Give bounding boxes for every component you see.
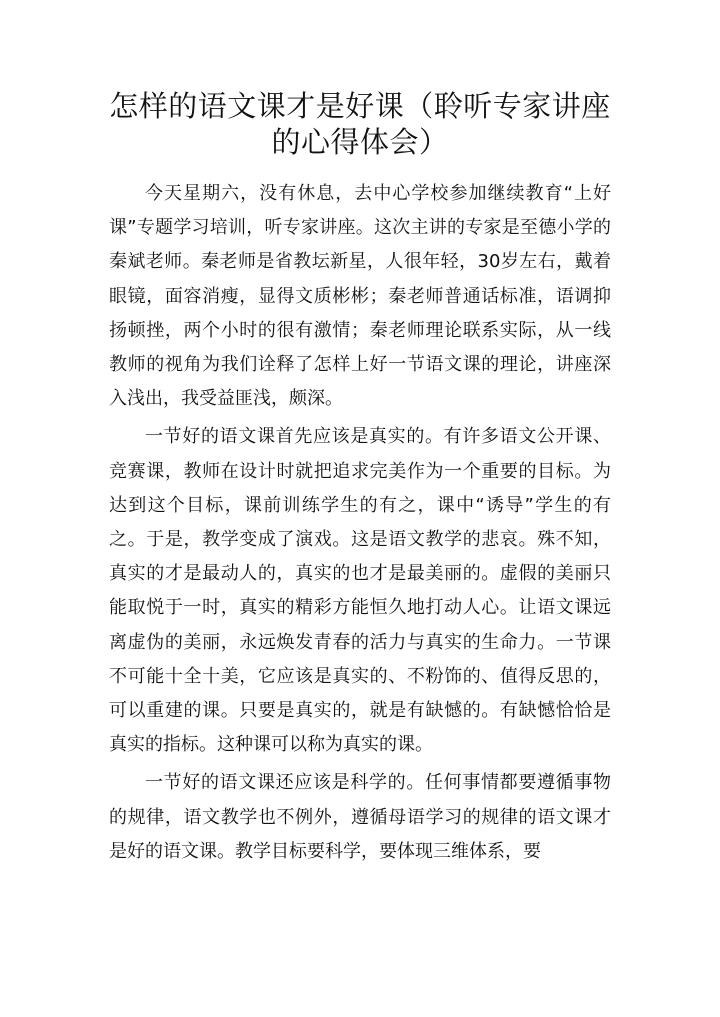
paragraph-authentic-class: 一节好的语文课首先应该是真实的。有许多语文公开课、竞赛课，教师在设计时就把追求完美作为一个重要的目标。为达到这个目标，课前训练学生的有之，课中“诱导”学生的有之。于是，教学变成了演戏。这是语文教学的悲哀。殊不知，真实的才是最动人的，真实的也才是最美丽的。虚假的美丽只能取悦于一时，真实的精彩方能恒久地打动人心。让语文课远离虚伪的美丽，永远焕发青春的活力与真实的生命力。一节课不可能十全十美，它应该是真实的、不粉饰的、值得反思的，可以重建的课。只要是真实的，就是有缺憾的。有缺憾恰恰是真实的指标。这种课可以称为真实的课。 (109, 426, 611, 756)
document-title: 怎样的语文课才是好课（聆听专家讲座的心得体会） (109, 89, 611, 159)
document-body (109, 177, 611, 873)
paragraph-intro: 今天星期六，没有休息，去中心学校参加继续教育“上好课”专题学习培训，听专家讲座。这次主讲的专家是至德小学的秦斌老师。秦老师是省教坛新星，人很年轻，30岁左右，戴着眼镜，面容消瘦，显得文质彬彬；秦老师普通话标准，语调抑扬顿挫，两个小时的很有激情；秦老师理论联系实际，从一线教师的视角为我们诠释了怎样上好一节语文课的理论，讲座深入浅出，我受益匪浅，颇深。 (109, 183, 611, 410)
paragraph-scientific-class: 一节好的语文课还应该是科学的。任何事情都要遵循事物的规律，语文教学也不例外，遵循母语学习的规律的语文课才是好的语文课。教学目标要科学，要体现三维体系，要 (109, 772, 611, 862)
